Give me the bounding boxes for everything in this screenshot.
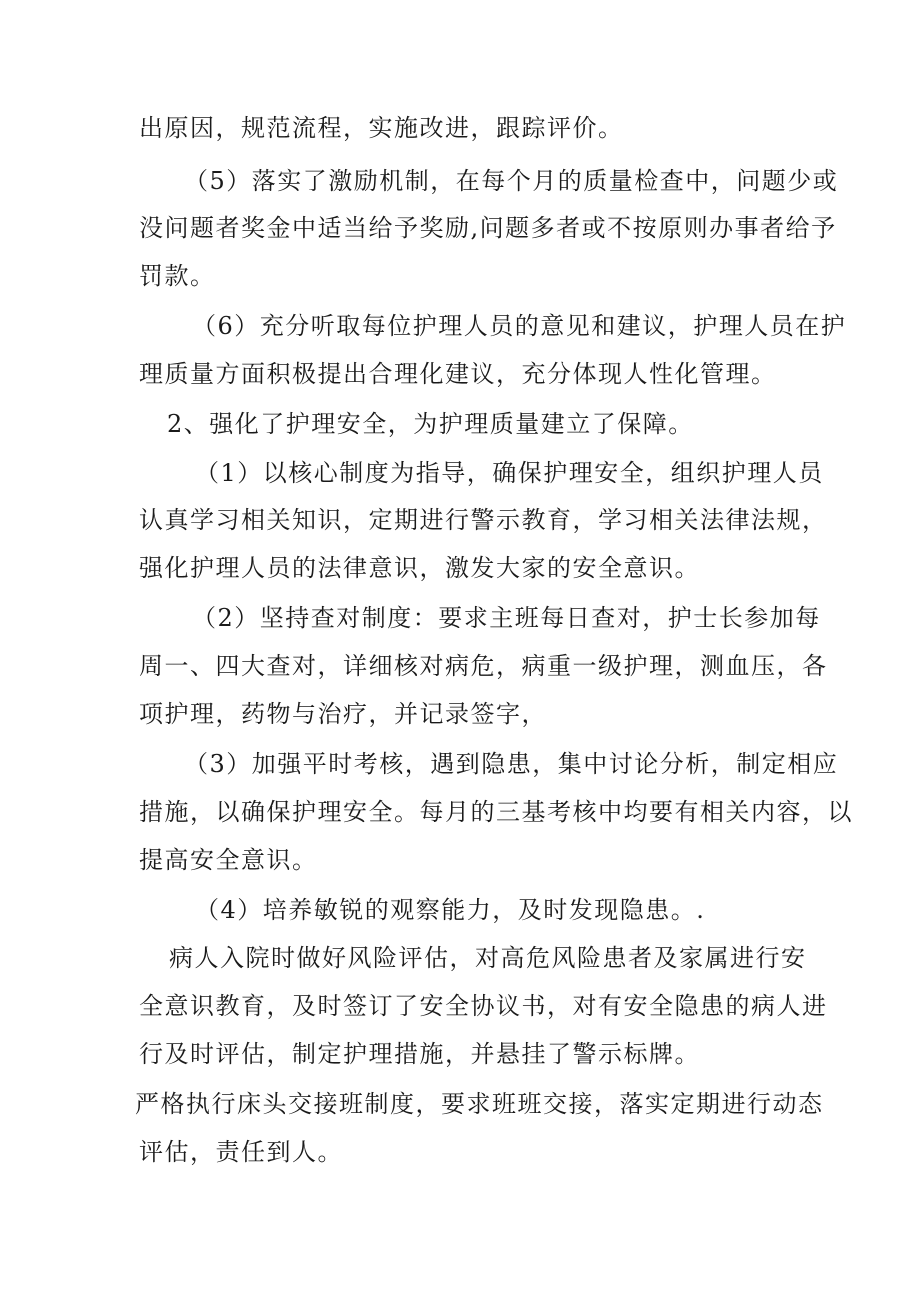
text-line: 全意识教育，及时签订了安全协议书，对有安全隐患的病人进 xyxy=(139,992,828,1020)
text-line: 行及时评估，制定护理措施，并悬挂了警示标牌。 xyxy=(139,1040,700,1068)
text-line: 提高安全意识。 xyxy=(139,846,318,874)
text-line: （5）落实了激励机制，在每个月的质量检查中，问题少或 xyxy=(184,167,839,195)
text-line: 没问题者奖金中适当给予奖励,问题多者或不按原则办事者给予 xyxy=(139,214,837,242)
text-line: 出原因，规范流程，实施改进，跟踪评价。 xyxy=(139,114,624,142)
text-line: （2）坚持查对制度：要求主班每日查对，护士长参加每 xyxy=(192,604,821,632)
text-line: 项护理，药物与治疗，并记录签字， xyxy=(139,700,547,728)
text-line: 周一、四大查对，详细核对病危，病重一级护理，测血压，各 xyxy=(139,652,828,680)
text-line: （4）培养敏锐的观察能力，及时发现隐患。. xyxy=(195,896,706,924)
text-line: 病人入院时做好风险评估，对高危风险患者及家属进行安 xyxy=(169,944,807,972)
text-line: 强化护理人员的法律意识，激发大家的安全意识。 xyxy=(139,554,700,582)
text-line: 严格执行床头交接班制度，要求班班交接，落实定期进行动态 xyxy=(135,1090,824,1118)
text-line: （1）以核心制度为指导，确保护理安全，组织护理人员 xyxy=(195,459,824,487)
text-line: 评估，责任到人。 xyxy=(139,1138,343,1166)
section-heading: 2、强化了护理安全，为护理质量建立了保障。 xyxy=(167,410,694,438)
text-line: 罚款。 xyxy=(139,262,216,290)
text-line: 措施，以确保护理安全。每月的三基考核中均要有相关内容，以 xyxy=(139,798,853,826)
text-line: （6）充分听取每位护理人员的意见和建议，护理人员在护 xyxy=(192,312,847,340)
text-line: 认真学习相关知识，定期进行警示教育，学习相关法律法规， xyxy=(139,506,828,534)
text-line: 理质量方面积极提出合理化建议，充分体现人性化管理。 xyxy=(139,360,777,388)
text-line: （3）加强平时考核，遇到隐患，集中讨论分析，制定相应 xyxy=(184,750,839,778)
